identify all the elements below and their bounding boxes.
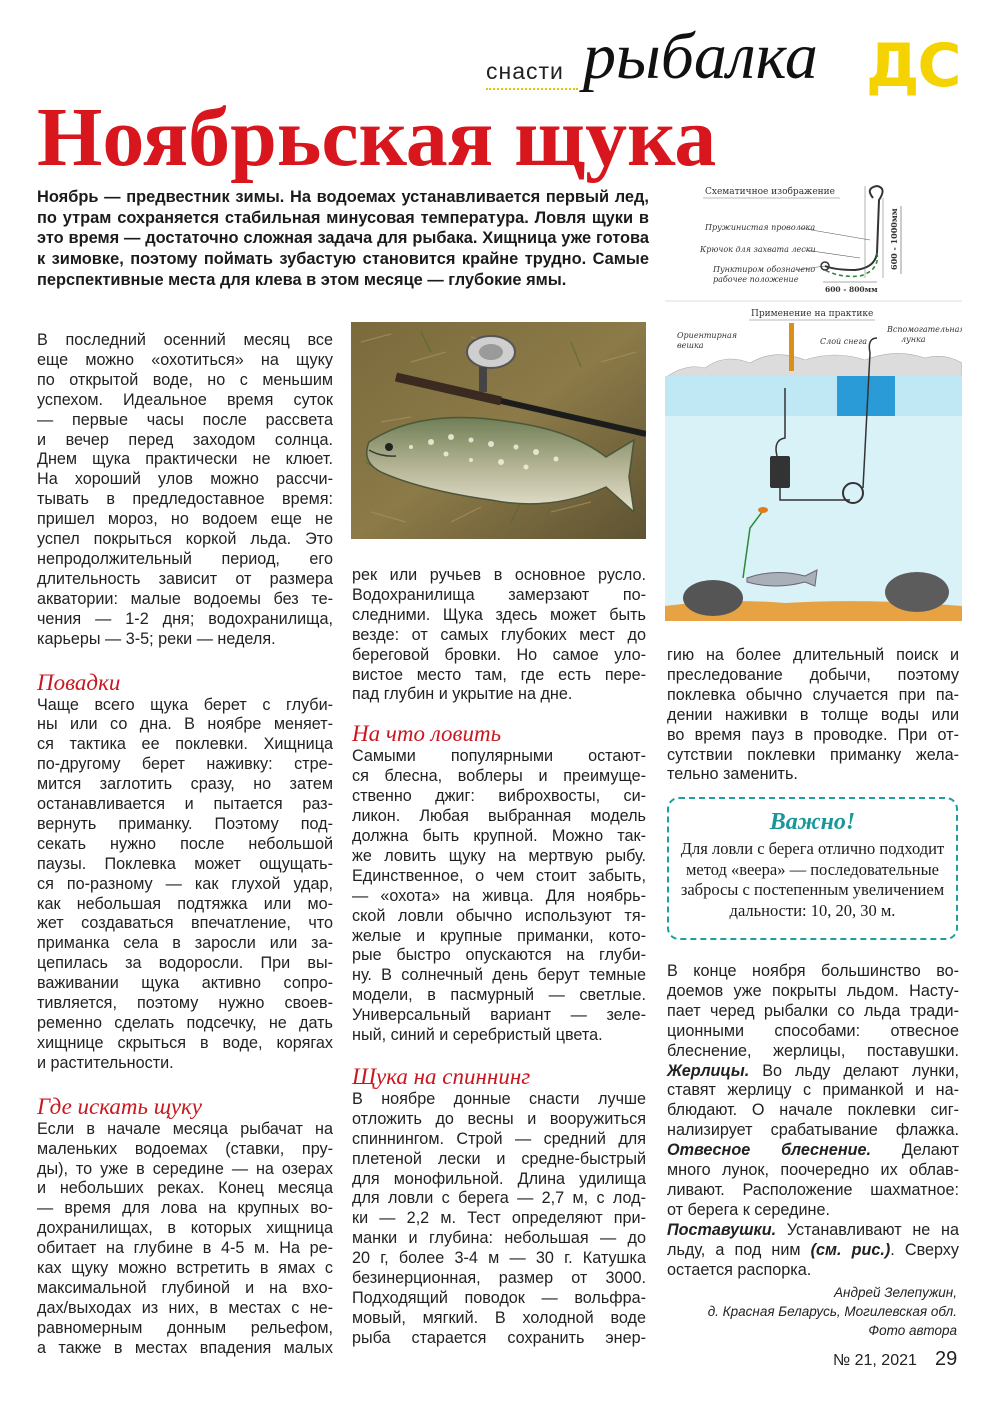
page-number: 29 (935, 1348, 958, 1370)
label-hook: Крючок для захвата лески (700, 245, 816, 254)
col2-spin: В ноябре донные снасти лучше отложить до весны и вооружиться спиннингом. Строй — средний для плетеной лески и средне-быстрый для монофильной. Длина удилища для ловли с берега — 2,7 м, с лод- ки — 2,2 м. Тест определяют при- манки и глубина: небольшая — до 20 г, более 3-4 м — 30 г. Катушка безинерционная, размер от 3000. Подходящий поводок — вольфра- мовый, мягкий. В холодной воде рыба старается сохранить энер- (352, 1089, 646, 1347)
figure-reference: (см. рис.) (810, 1240, 891, 1259)
signature (708, 1283, 957, 1340)
column-3: гию на более длительный поиск и преследование добычи, поэтому поклевка обычно случается при па- дении наживки в толще воды или во время пауз в проводке. При от- сутствии поклевки приманку жела- тельно заменить. (667, 646, 959, 784)
label-aux-hole-2: лунка (901, 335, 926, 344)
dimension-horizontal: 600 - 800мм (825, 285, 878, 294)
important-title: Важно! (769, 809, 856, 835)
column-3-ice: В конце ноября большинство во- доемов уже покрыты льдом. Насту- пает черед рыбалки со льда тради- ционными способами: отвесное блеснение, жерлицы, поставушки. Жерлицы. Во льду делают лунки, ставят жерлицу с приманкой и на- блюдают. О начале поклевки сиг- нализирует срабатывание флажка. Отвесное блеснение. Делают много лунок, поочередно их облав- ливают. Расположение шахматное: от берега к середине. Поставушки. Устанавливают не на льду, а под ним (см. рис.). Сверху остается распорка. (667, 962, 959, 1279)
column-2 (352, 566, 646, 1349)
article-lead: Ноябрь — предвестник зимы. На водоемах устанавливается первый лед, по утрам сохраняется стабильная минусовая температура. Ловля щуки в это время — достаточно сложная задача для рыбака. Хищница уже готова к зимовке, поэтому поймать зубастую становится крайне трудно. Самые перспективные места для клева в этом месяце — глубокие ямы. (37, 188, 649, 289)
label-marker-1: Ориентирная (677, 331, 738, 340)
heading-habits: Повадки (37, 669, 121, 695)
rubric-title: рыбалка (583, 20, 818, 93)
magazine-logo: ДС (866, 31, 960, 101)
label-postavushki: Поставушки. (667, 1220, 777, 1239)
pike-photo (351, 322, 646, 539)
col1-intro: В последний осенний месяц все еще можно «охотиться» на щуку по открытой воде, но с меньшим успехом. Идеальное время суток — первые часы после рассвета и вечер перед заходом солнца. Днем щука практически не клюет. На хороший улов можно рассчи- тывать в предледоставное время: пришел мороз, но водоем еще не успел покрыться коркой льда. Это непродолжительный период, его длительность зависит от размера акватории: малые водоемы без те- чения — 1-2 дня; водохранилища, карьеры — 3-5; реки — неделя. (37, 331, 333, 648)
label-spring-wire: Пружинистая проволока (705, 223, 816, 232)
author-place: д. Красная Беларусь, Могилевская обл. (707, 1304, 957, 1319)
heading-bait: На что ловить (352, 721, 502, 747)
col2-bait: Самыми популярными остают- ся блесна, воблеры и преимуще- ственно джиг: виброхвосты, си- ликон. Любая выбранная модель должна быть крупной. Можно так- же ловить щуку на мертвую рыбу. Единственное, о чем стоит забыть, — «охота» на живца. Для ноябрь- ской ловли обычно используют тя- желые и крупные приманки, кото- рые быстро опускаются на глуби- ну. В солнечный день берут темные модели, в пасмурный — светлые. Универсальный вариант — зеле- ный, синий и серебристый цвета. (352, 747, 646, 1045)
label-dotted-1: Пунктиром обозначено (713, 265, 816, 274)
article-title: Ноябрьская щука (37, 91, 717, 184)
column-1 (37, 331, 333, 1359)
ice-fishing-diagram (665, 178, 962, 621)
col1-where: Если в начале месяца рыбачат на маленьких водоемах (ставки, пру- ды), то уже в середине — на озерах и небольших реках. Конец месяца — время для лова на крупных во- дохранилищах, в которых хищница обитает на глубине в 4-5 м. На ре- ках щуку можно встретить в ямах с максимальной глубиной и на вхо- дах/выходах из них, в местах с не- равномерным донным рельефом, а также в местах впадения малых (37, 1119, 333, 1357)
label-marker-2: вешка (677, 341, 704, 350)
diagram-title-schematic: Схематичное изображение (705, 187, 835, 197)
photo-credit: Фото автора (868, 1323, 957, 1338)
col2-cont: рек или ручьев в основное русло. Водохранилища замерзают по- следними. Щука здесь может быть везде: от самых глубоких мест до береговой бровки. Но самое уло- вистое место там, где есть пере- пад глубин и укрытие на дне. (352, 566, 646, 704)
section-label: снасти (486, 58, 564, 84)
dimension-vertical: 600 - 1000мм (889, 208, 899, 270)
diagram-graphic (665, 178, 962, 621)
section-underline (486, 88, 578, 90)
author-name: Андрей Зелепужин, (834, 1285, 957, 1300)
label-zherlitsy: Жерлицы. (667, 1061, 750, 1080)
important-text: Для ловли с берега отлично подходит метод «веера» — последовательные забросы с постепенным увеличением дальности: 10, 20, 30 м. (680, 839, 945, 920)
col1-habits: Чаще всего щука берет с глуби- ны или со дна. В ноябре меняет- ся тактика ее поклевки. Хищница по-другому берет наживку: стре- мится заглотить сразу, но затем останавливается и пытается раз- вернуть приманку. Поэтому под- секать нужно после небольшой паузы. Поклевка может ощущать- ся по-разному — как глухой удар, как небольшая подтяжка или мо- жет создаваться впечатление, что приманка села в заросли или за- цепилась за водоросли. При вы- важивании щука активно сопро- тивляется, поэтому нужно своев- ременно сделать подсечку, не дать хищнице скрыться в воде, корягах и растительности. (37, 695, 333, 1072)
important-box (667, 797, 958, 940)
label-vertical-jigging: Отвесное блеснение. (667, 1141, 871, 1160)
pike-photo-graphic (351, 322, 646, 539)
diagram-title-practice: Применение на практике (751, 309, 874, 319)
issue-number: № 21, 2021 (833, 1352, 917, 1369)
heading-where: Где искать щуку (37, 1093, 202, 1119)
label-snow-layer: Слой снега (820, 337, 868, 346)
label-dotted-2: рабочее положение (713, 275, 799, 284)
label-aux-hole-1: Вспомогательная (887, 325, 962, 334)
heading-spinning: Щука на спиннинг (352, 1063, 531, 1089)
